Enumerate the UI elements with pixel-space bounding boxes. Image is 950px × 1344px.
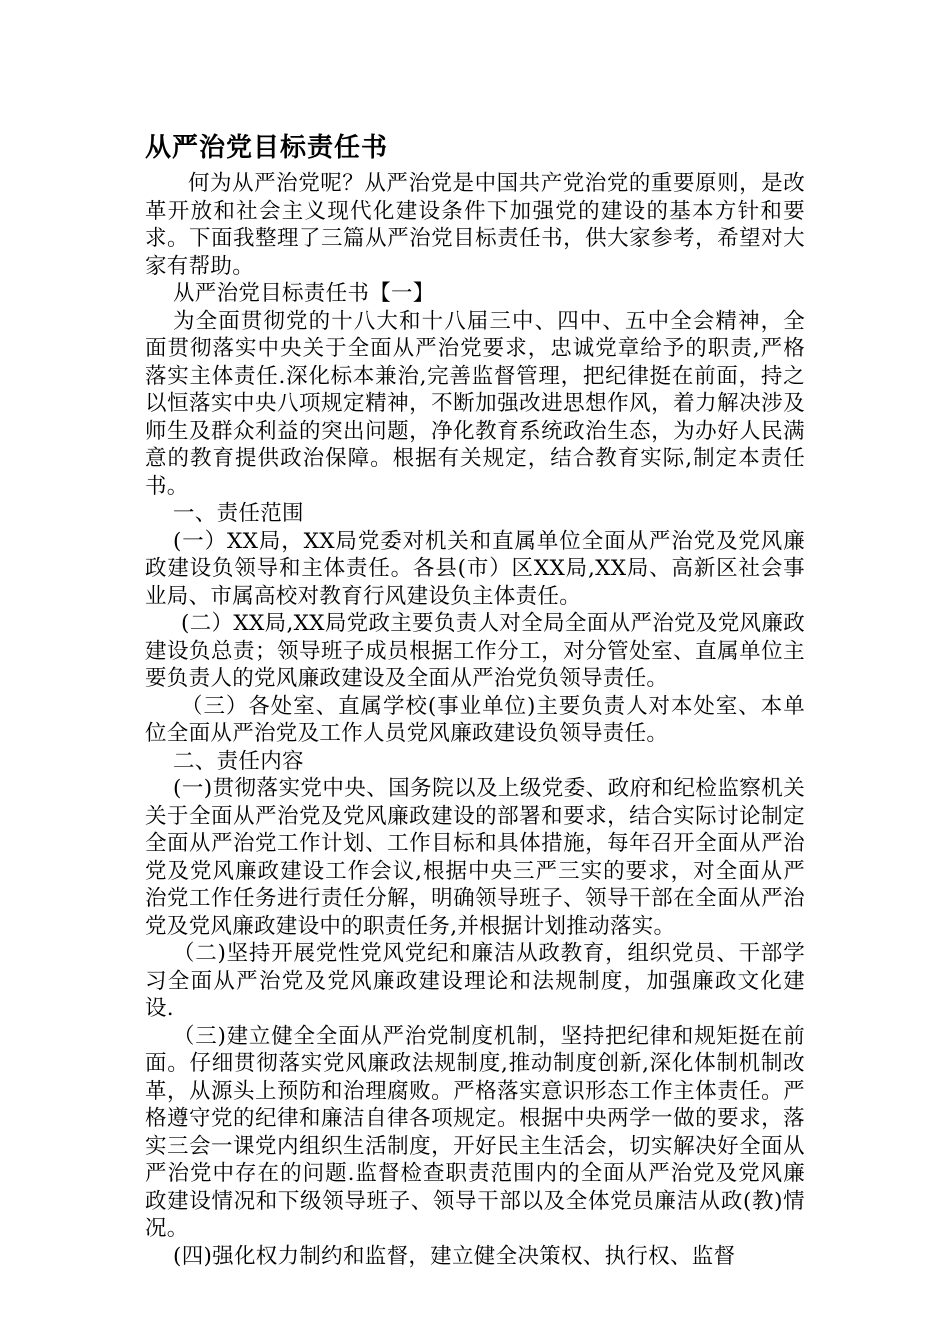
body-paragraph: (二）XX局,XX局党政主要负责人对全局全面从严治党及党风廉政建设负总责；领导班子成员根据工作分工，对分管处室、直属单位主要负责人的党风廉政建设及全面从严治党负领导责任。	[145, 611, 805, 691]
document-title: 从严治党目标责任书	[145, 133, 389, 163]
body-paragraph: 为全面贯彻党的十八大和十八届三中、四中、五中全会精神，全面贯彻落实中央关于全面从严治党要求，忠诚党章给予的职责,严格落实主体责任.深化标本兼治,完善监督管理，把纪律挺在前面，持之以恒落实中央八项规定精神，不断加强改进思想作风，着力解决涉及师生及群众利益的突出问题，净化教育系统政治生态，为办好人民满意的教育提供政治保障。根据有关规定，结合教育实际,制定本责任书。	[145, 308, 805, 499]
body-paragraph: (四)强化权力制约和监督，建立健全决策权、执行权、监督	[173, 1243, 736, 1269]
section-heading-one: 从严治党目标责任书【一】	[173, 281, 435, 306]
body-paragraph: (一)贯彻落实党中央、国务院以及上级党委、政府和纪检监察机关关于全面从严治党及党风廉政建设的部署和要求，结合实际讨论制定全面从严治党工作计划、工作目标和具体措施，每年召开全面从严治党及党风廉政建设工作会议,根据中央三严三实的要求，对全面从严治党工作任务进行责任分解，明确领导班子、领导干部在全面从严治党及党风廉政建设中的职责任务,并根据计划推动落实。	[145, 776, 805, 939]
subheading-responsibility-content: 二、责任内容	[173, 748, 304, 774]
intro-paragraph: 何为从严治党呢？从严治党是中国共产党治党的重要原则，是改革开放和社会主义现代化建设条件下加强党的建设的基本方针和要求。下面我整理了三篇从严治党目标责任书，供大家参考，希望对大家有帮助。	[145, 171, 805, 279]
subheading-responsibility-scope: 一、责任范围	[173, 501, 304, 526]
document-page	[145, 128, 805, 1270]
body-paragraph: （三）各处室、直属学校(事业单位)主要负责人对本处室、本单位全面从严治党及工作人员党风廉政建设负领导责任。	[145, 693, 805, 746]
body-paragraph: （三)建立健全全面从严治党制度机制，坚持把纪律和规矩挺在前面。仔细贯彻落实党风廉政法规制度,推动制度创新,深化体制机制改革，从源头上预防和治理腐败。严格落实意识形态工作主体责任。严格遵守党的纪律和廉洁自律各项规定。根据中央两学一做的要求，落实三会一课党内组织生活制度，开好民主生活会，切实解决好全面从严治党中存在的问题.监督检查职责范围内的全面从严治党及党风廉政建设情况和下级领导班子、领导干部以及全体党员廉洁从政(教)情况。	[145, 1023, 805, 1241]
body-paragraph: (一）XX局，XX局党委对机关和直属单位全面从严治党及党风廉政建设负领导和主体责任。各县(市）区XX局,XX局、高新区社会事业局、市属高校对教育行风建设负主体责任。	[145, 528, 805, 609]
body-paragraph: （二)坚持开展党性党风党纪和廉洁从政教育，组织党员、干部学习全面从严治党及党风廉政建设理论和法规制度，加强廉政文化建设.	[145, 941, 805, 1021]
